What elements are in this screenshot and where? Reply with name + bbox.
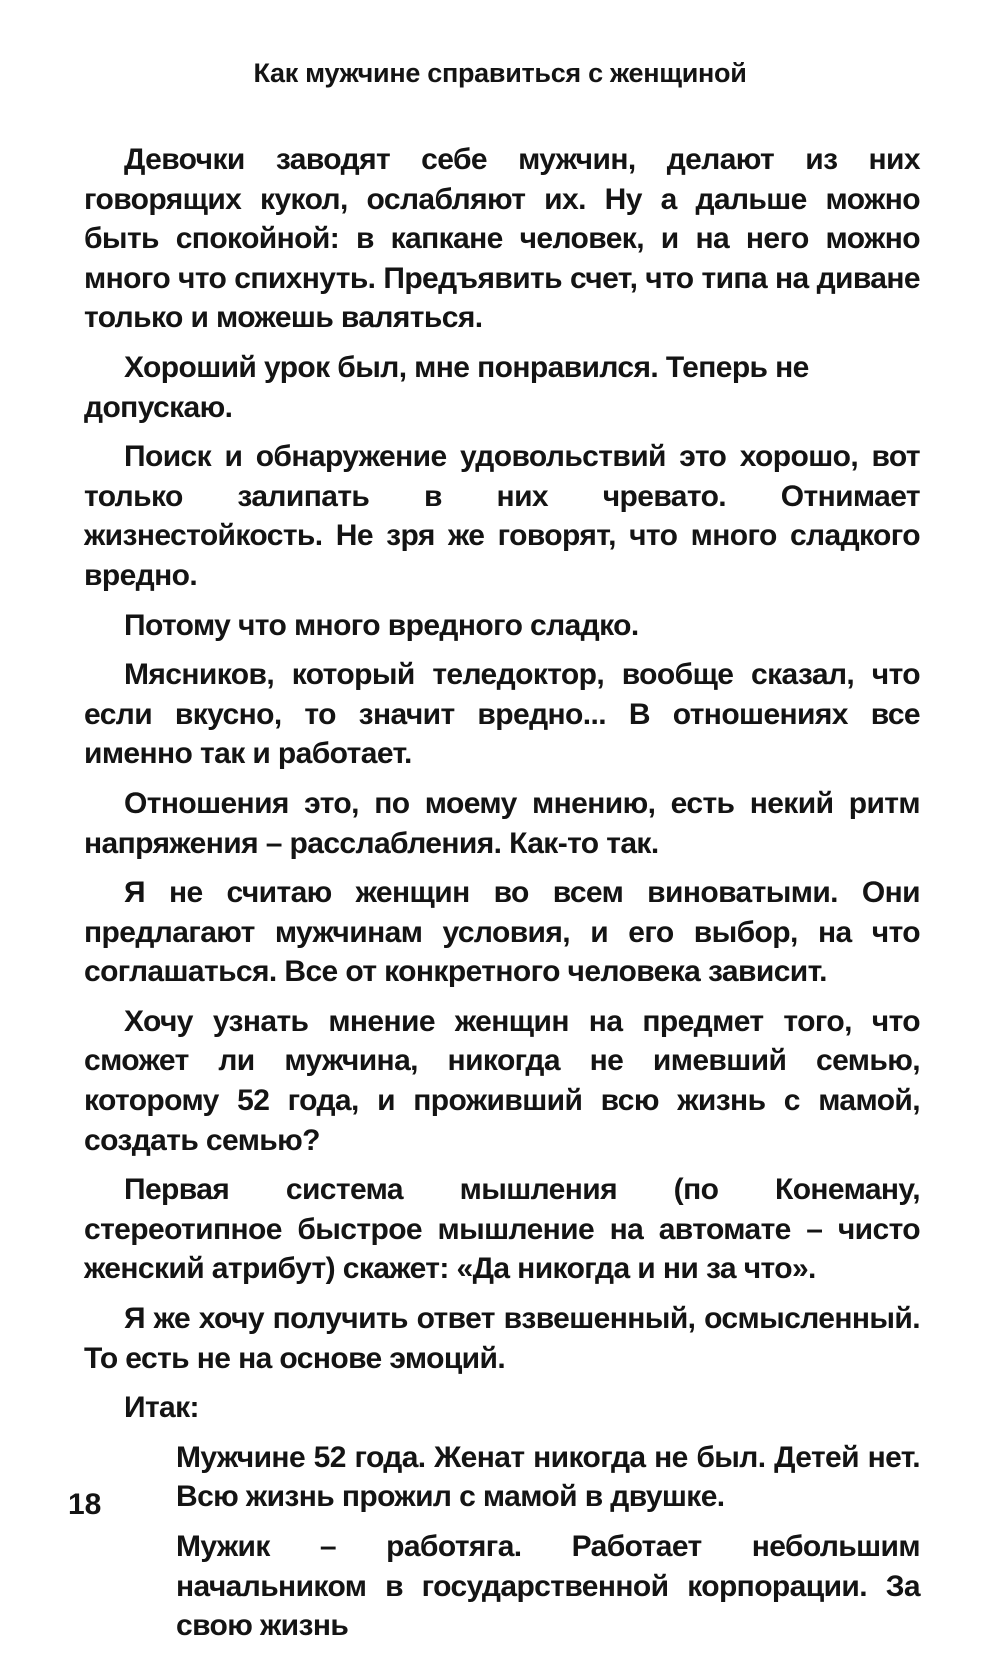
body-text — [84, 140, 920, 1656]
paragraph: Итак: — [124, 1391, 199, 1425]
page-number: 18 — [68, 1488, 102, 1521]
paragraph: Хочу узнать мнение женщин на предмет того, что сможет ли мужчина, никогда не имевший семью, которому 52 года, и проживший всю жизнь с мамой, создать семью? — [84, 1004, 920, 1157]
paragraph: Мясников, который теледоктор, вообще сказал, что если вкусно, то значит вредно... В отношениях все именно так и работает. — [84, 658, 920, 771]
indented-quote-block — [176, 1438, 920, 1646]
quote-paragraph: Мужик – работяга. Работает небольшим начальником в государственной корпорации. За свою жизнь — [176, 1530, 920, 1643]
paragraph: Я не считаю женщин во всем виноватыми. Они предлагают мужчинам условия, и его выбор, на что соглашаться. Все от конкретного человека зависит. — [84, 876, 920, 989]
paragraph: Я же хочу получить ответ взвешенный, осмысленный. То есть не на основе эмоций. — [84, 1302, 920, 1375]
paragraph: Потому что много вредного сладко. — [124, 608, 639, 642]
paragraph: Поиск и обнаружение удовольствий это хорошо, вот только залипать в них чревато. Отнимает жизнестойкость. Не зря же говорят, что много сладкого вредно. — [84, 440, 920, 592]
paragraph: Хороший урок был, мне понравился. Теперь не допускаю. — [84, 350, 809, 424]
paragraph: Первая система мышления (по Конеману, стереотипное быстрое мышление на автомате – чисто женский атрибут) скажет: «Да никогда и ни за что». — [84, 1173, 920, 1286]
paragraph: Девочки заводят себе мужчин, делают из них говорящих кукол, ослабляют их. Ну а дальше можно быть спокойной: в капкане человек, и на него можно много что спихнуть. Предъявить счет, что типа на диване только и можешь валяться. — [84, 143, 920, 335]
paragraph: Отношения это, по моему мнению, есть некий ритм напряжения – расслабления. Как-то так. — [84, 786, 920, 860]
quote-paragraph: Мужчине 52 года. Женат никогда не был. Детей нет. Всю жизнь прожил с мамой в двушке. — [176, 1440, 920, 1514]
running-title: Как мужчине справиться с женщиной — [253, 58, 747, 88]
